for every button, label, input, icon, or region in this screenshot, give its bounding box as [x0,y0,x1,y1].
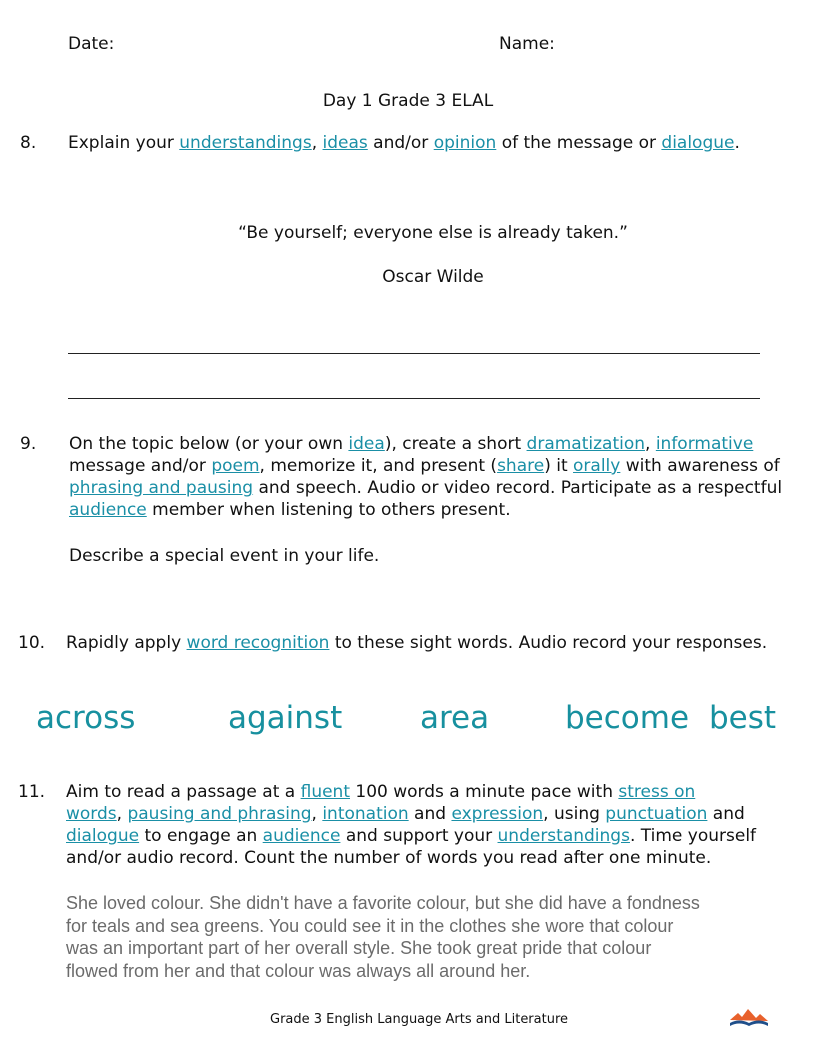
q9-text: message and/or [69,456,212,476]
q9-line [69,499,782,521]
q11-line [66,803,756,825]
link-opinion[interactable]: opinion [433,133,497,153]
q9-line [69,433,782,455]
question-number-8: 8. [20,133,37,153]
q10-text: to these sight words. Audio record your responses. [329,633,768,653]
topic-text: Describe a special event in your life. [69,546,380,566]
question-8-prompt [68,132,740,154]
link-orally[interactable]: orally [573,456,621,476]
answer-line [68,398,760,399]
link-informative[interactable]: informative [655,434,754,454]
q8-text: . [734,133,740,153]
q11-line [66,847,756,869]
q11-text: , [116,804,128,824]
question-9-prompt [69,433,782,521]
q11-text: and [408,804,452,824]
q9-text: member when listening to others present. [146,500,511,520]
link-punctuation[interactable]: punctuation [605,804,708,824]
link-ideas[interactable]: ideas [322,133,368,153]
link-understandings[interactable]: understandings [179,133,312,153]
q8-text: Explain your [68,133,180,153]
q9-text: with awareness of [620,456,780,476]
sight-word: best [709,700,777,736]
quote: “Be yourself; everyone else is already taken.” [238,223,628,243]
link-dialogue[interactable]: dialogue [66,826,140,846]
q11-text: and [707,804,745,824]
link-audience[interactable]: audience [69,500,147,520]
q9-text: ) it [544,456,574,476]
question-number-10: 10. [18,633,46,653]
name-label: Name: [499,34,555,54]
q9-text: , memorize it, and present ( [259,456,498,476]
link-fluent[interactable]: fluent [300,782,350,802]
q9-line [69,477,782,499]
q11-text: to engage an [139,826,263,846]
q11-text: . Time yourself [629,826,757,846]
q11-text: Aim to read a passage at a [66,782,301,802]
link-understandings[interactable]: understandings [497,826,630,846]
passage-line: was an important part of her overall style. She took great pride that colour [66,938,652,958]
q11-text: and/or audio record. Count the number of words you read after one minute. [66,848,712,868]
link-pausing-and-phrasing[interactable]: pausing and phrasing [127,804,312,824]
q11-text: and support your [340,826,498,846]
q8-text: of the message or [496,133,662,153]
link-share[interactable]: share [497,456,545,476]
link-words[interactable]: words [66,804,117,824]
question-number-11: 11. [18,782,46,802]
sight-word: area [420,700,490,736]
date-label: Date: [68,34,115,54]
link-idea[interactable]: idea [348,434,385,454]
q11-line [66,781,756,803]
q9-text: ), create a short [384,434,527,454]
book-logo-icon [728,1004,770,1030]
q11-text: 100 words a minute pace with [350,782,619,802]
link-expression[interactable]: expression [451,804,544,824]
passage-line: for teals and sea greens. You could see it in the clothes she wore that colour [66,915,674,936]
reading-passage [66,892,700,982]
sight-word: against [228,700,343,736]
link-intonation[interactable]: intonation [322,804,409,824]
passage-line: flowed from her and that colour was always all around her. [66,960,531,981]
answer-line [68,353,760,354]
q8-text: and/or [367,133,434,153]
q9-text: , [645,434,656,454]
question-10-prompt [66,632,767,654]
quote-author: Oscar Wilde [382,267,484,287]
link-phrasing-and-pausing[interactable]: phrasing and pausing [69,478,254,498]
page-title: Day 1 Grade 3 ELAL [322,91,494,111]
question-number-9: 9. [20,434,37,454]
sight-word: across [36,700,136,736]
passage-line: She loved colour. She didn't have a favorite colour, but she did have a fondness [66,893,700,913]
link-audience[interactable]: audience [262,826,341,846]
link-stress-on[interactable]: stress on [618,782,696,802]
link-word-recognition[interactable]: word recognition [186,633,330,653]
q11-text: , [311,804,323,824]
link-dramatization[interactable]: dramatization [526,434,646,454]
q10-text: Rapidly apply [66,633,187,653]
footer-text: Grade 3 English Language Arts and Literature [270,1012,569,1027]
q9-text: On the topic below (or your own [69,434,349,454]
q11-text: , using [543,804,606,824]
sight-word: become [565,700,690,736]
q9-line [69,455,782,477]
link-dialogue[interactable]: dialogue [661,133,735,153]
q11-line [66,825,756,847]
q9-text: and speech. Audio or video record. Participate as a respectful [253,478,783,498]
question-11-prompt [66,781,756,869]
link-poem[interactable]: poem [211,456,260,476]
q8-text: , [311,133,323,153]
